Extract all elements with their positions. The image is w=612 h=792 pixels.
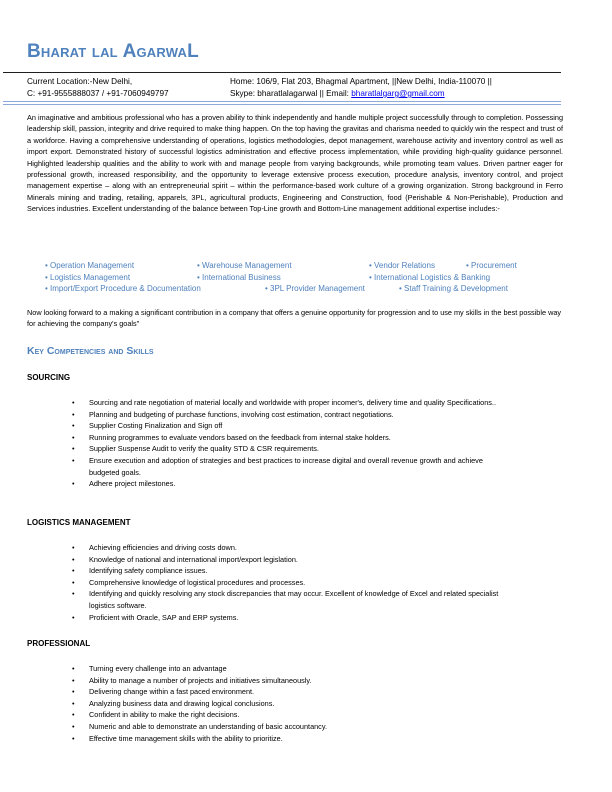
expertise-item: • Staff Training & Development (399, 284, 508, 293)
bullet-icon: • (72, 479, 75, 489)
bullet-icon: • (72, 710, 75, 720)
logistics-list (0, 542, 560, 623)
contact-divider-2 (3, 104, 561, 105)
list-item: • Ability to manage a number of projects and initiatives simultaneously. (72, 675, 312, 685)
bullet-icon: • (72, 577, 75, 587)
subsection-title-logistics: LOGISTICS MANAGEMENT (27, 518, 131, 527)
bullet-icon: • (72, 589, 75, 599)
list-item: • Effective time management skills with the ability to prioritize. (72, 733, 283, 743)
expertise-item: • Operation Management (45, 261, 135, 270)
list-item: • Running programmes to evaluate vendors based on the feedback from internal stake holders. (72, 432, 391, 442)
list-item: • Identifying and quickly resolving any stock discrepancies that may occur. Excellent of knowledge of Excel and related specialist logistics software. (72, 589, 499, 610)
list-item: • Adhere project milestones. (72, 479, 176, 489)
bullet-icon: • (72, 543, 75, 552)
bullet-icon: • (72, 733, 75, 743)
list-item: • Delivering change within a fast paced environment. (72, 687, 255, 697)
list-item: • Numeric and able to demonstrate an understanding of basic accountancy. (72, 721, 327, 731)
professional-summary: An imaginative and ambitious professional who has a proven ability to think independently and handle multiple project successfully through to completion. Possessing leadership skill, passion, integrity and drive required to make thing happen. On the top having the gravitas and charisma needed to quickly win the respect and trust of a workforce. Having a comprehensive understanding of operations, logistics methodologies, depot management, warehouse activity and inventory control as well as import export. Demonstrated history of successful logistics administration and effective process implementation, while providing high-quality guidance personnel. Highlighted leadership qualities and the ability to work with and manage people from varying backgrounds, while promoting team values. Driven partner eager for professional growth, increased responsibility, and the opportunity to leverage extensive process execution, procedure analysis, inventory control, and project management expertise – along with an entrepreneurial spirit – within the performance-based work culture of a growing organization. Strong background in Ferro Minerals mining and trading, retailing, apparels, 3PL, agricultural products, Engineering and Construction, food (Perishable & Non-Perishable), Production and Services industries. Excellent understanding of the balance between Top-Line growth and Bottom-Line management additional expertise includes:- (27, 113, 563, 214)
list-item: • Confident in ability to make the right decisions. (72, 710, 240, 720)
bullet-icon: • (72, 675, 75, 685)
contact-divider-1 (3, 101, 561, 102)
bullet-icon: • (72, 687, 75, 697)
bullet-icon: • (72, 554, 75, 564)
professional-list (0, 663, 560, 744)
skype-label: Skype: bharatlalagarwal || Email: (230, 89, 352, 98)
bullet-icon: • (72, 444, 75, 454)
expertise-list (45, 260, 565, 295)
expertise-item: • Procurement (466, 261, 517, 270)
list-item: • Knowledge of national and international import/export legislation. (72, 554, 298, 564)
list-item: • Analyzing business data and drawing logical conclusions. (72, 698, 275, 708)
bullet-icon: • (72, 409, 75, 419)
bullet-icon: • (72, 612, 75, 622)
email-link[interactable]: bharatlalgarg@gmail.com (351, 89, 445, 98)
current-location: Current Location:-New Delhi, (27, 77, 133, 86)
list-item: • Ensure execution and adoption of strategies and best practices to increase digital and overall revenue growth and achieve budgeted goals. (72, 455, 483, 477)
list-item: • Supplier Costing Finalization and Sign off (72, 421, 223, 431)
expertise-item: • Warehouse Management (197, 261, 292, 270)
contact-left (27, 76, 169, 100)
list-item: • Sourcing and rate negotiation of material locally and worldwide with proper incomer's, delivery time and quality Specifications.. (72, 398, 496, 407)
phone-numbers: C: +91-9555888037 / +91-7060949797 (27, 89, 169, 98)
bullet-icon: • (72, 721, 75, 731)
expertise-item: • International Business (197, 272, 281, 282)
expertise-item: • Logistics Management (45, 272, 131, 282)
contact-right (230, 76, 492, 100)
bullet-icon: • (72, 432, 75, 442)
expertise-item: • Import/Export Procedure & Documentation (45, 284, 201, 293)
skype-email-line (230, 88, 492, 100)
bullet-icon: • (72, 698, 75, 708)
header-divider (3, 72, 561, 73)
bullet-icon: • (72, 664, 75, 673)
list-item: • Comprehensive knowledge of logistical procedures and processes. (72, 577, 306, 587)
sourcing-list (0, 397, 560, 490)
home-address: Home: 106/9, Flat 203, Bhagmal Apartment, ||New Delhi, India-110070 || (230, 77, 492, 86)
list-item: • Supplier Suspense Audit to verify the quality STD & CSR requirements. (72, 444, 319, 454)
expertise-item: • Vendor Relations (369, 261, 435, 270)
bullet-icon: • (72, 421, 75, 431)
bullet-icon: • (72, 566, 75, 576)
list-item: • Identifying safety compliance issues. (72, 566, 208, 576)
subsection-title-professional: PROFESSIONAL (27, 639, 91, 648)
bullet-icon: • (72, 455, 75, 465)
bullet-icon: • (72, 398, 75, 407)
subsection-title-sourcing: SOURCING (27, 373, 71, 382)
list-item: • Turning every challenge into an advantage (72, 664, 227, 673)
expertise-item: • International Logistics & Banking (369, 272, 491, 282)
list-item: • Achieving efficiencies and driving costs down. (72, 543, 237, 552)
expertise-item: • 3PL Provider Management (265, 284, 365, 293)
list-item: • Planning and budgeting of purchase functions, involving cost estimation, contract negotiations. (72, 409, 394, 419)
list-item: • Proficient with Oracle, SAP and ERP systems. (72, 612, 239, 622)
section-title-competencies: Key Competencies and Skills (27, 345, 154, 357)
candidate-name: Bharat lal AgarwaL (27, 41, 199, 62)
closing-statement: Now looking forward to a making a significant contribution in a company that offers a genuine opportunity for progression and to use my skills in the best possible way for achieving the company's goals" (27, 308, 562, 329)
